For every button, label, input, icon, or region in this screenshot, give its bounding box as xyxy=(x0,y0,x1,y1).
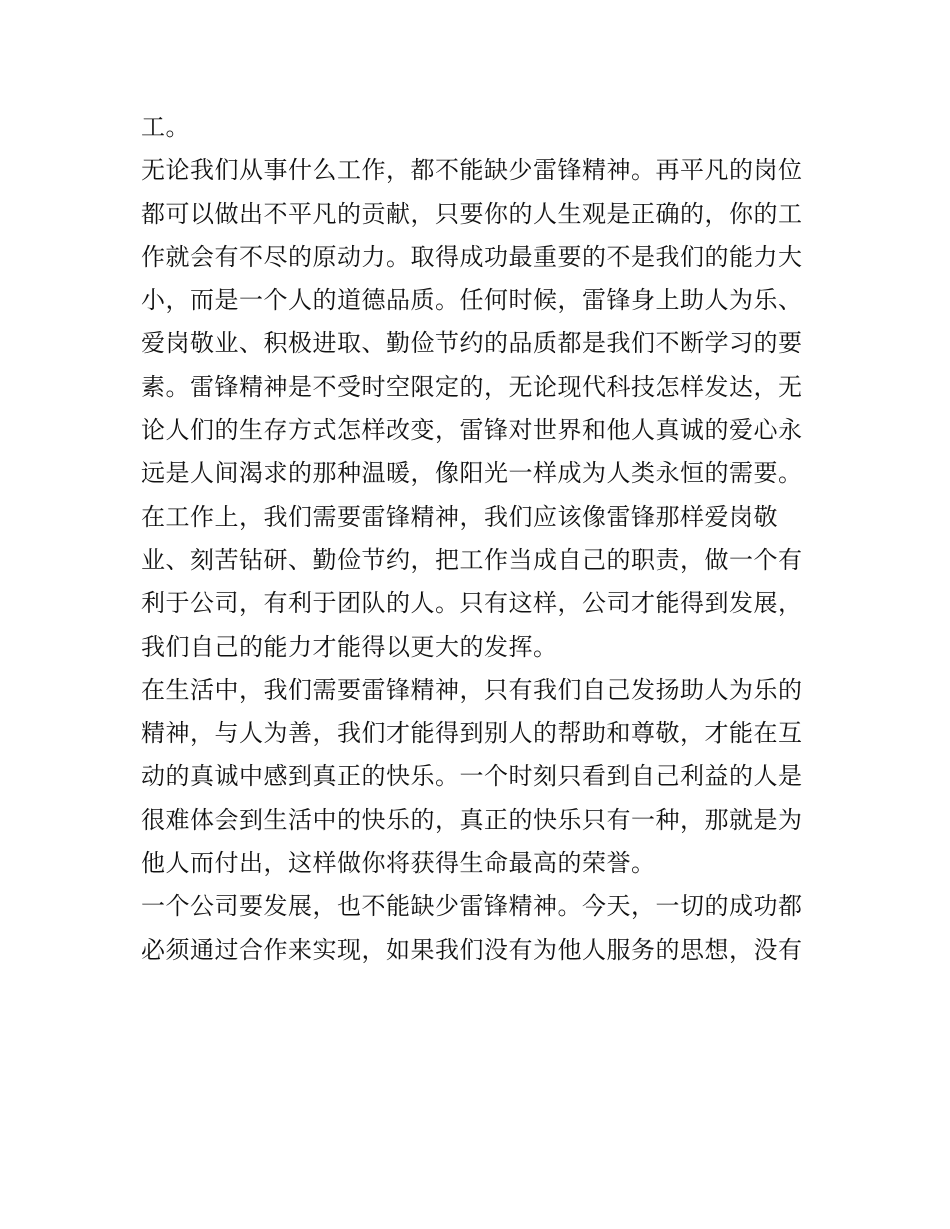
text-line: 精神，与人为善，我们才能得到别人的帮助和尊敬，才能在互 xyxy=(141,719,803,748)
text-line: 工。 xyxy=(141,113,190,141)
text-line: 利于公司，有利于团队的人。只有这样，公司才能得到发展， xyxy=(141,589,803,618)
text-line: 在生活中，我们需要雷锋精神，只有我们自己发扬助人为乐的 xyxy=(141,675,803,704)
text-line: 无论我们从事什么工作，都不能缺少雷锋精神。再平凡的岗位 xyxy=(141,156,803,185)
text-line: 业、刻苦钻研、勤俭节约，把工作当成自己的职责，做一个有 xyxy=(141,545,803,574)
text-line: 远是人间渴求的那种温暖，像阳光一样成为人类永恒的需要。 xyxy=(141,459,803,488)
text-line: 爱岗敬业、积极进取、勤俭节约的品质都是我们不断学习的要 xyxy=(141,329,803,358)
text-line: 都可以做出不平凡的贡献，只要你的人生观是正确的，你的工 xyxy=(141,199,803,228)
text-line: 必须通过合作来实现，如果我们没有为他人服务的思想，没有 xyxy=(141,935,803,964)
text-line: 小，而是一个人的道德品质。任何时候，雷锋身上助人为乐、 xyxy=(141,286,803,315)
text-line: 我们自己的能力才能得以更大的发挥。 xyxy=(141,632,558,661)
text-line: 一个公司要发展，也不能缺少雷锋精神。今天，一切的成功都 xyxy=(141,892,803,921)
document-body xyxy=(141,106,821,972)
text-line: 论人们的生存方式怎样改变，雷锋对世界和他人真诚的爱心永 xyxy=(141,416,803,445)
text-line: 动的真诚中感到真正的快乐。一个时刻只看到自己利益的人是 xyxy=(141,762,803,791)
text-line: 素。雷锋精神是不受时空限定的，无论现代科技怎样发达，无 xyxy=(141,372,803,401)
text-line: 在工作上，我们需要雷锋精神，我们应该像雷锋那样爱岗敬 xyxy=(141,502,778,531)
text-line: 作就会有不尽的原动力。取得成功最重要的不是我们的能力大 xyxy=(141,242,803,271)
text-line: 很难体会到生活中的快乐的，真正的快乐只有一种，那就是为 xyxy=(141,805,803,834)
text-line: 他人而付出，这样做你将获得生命最高的荣誉。 xyxy=(141,849,656,878)
